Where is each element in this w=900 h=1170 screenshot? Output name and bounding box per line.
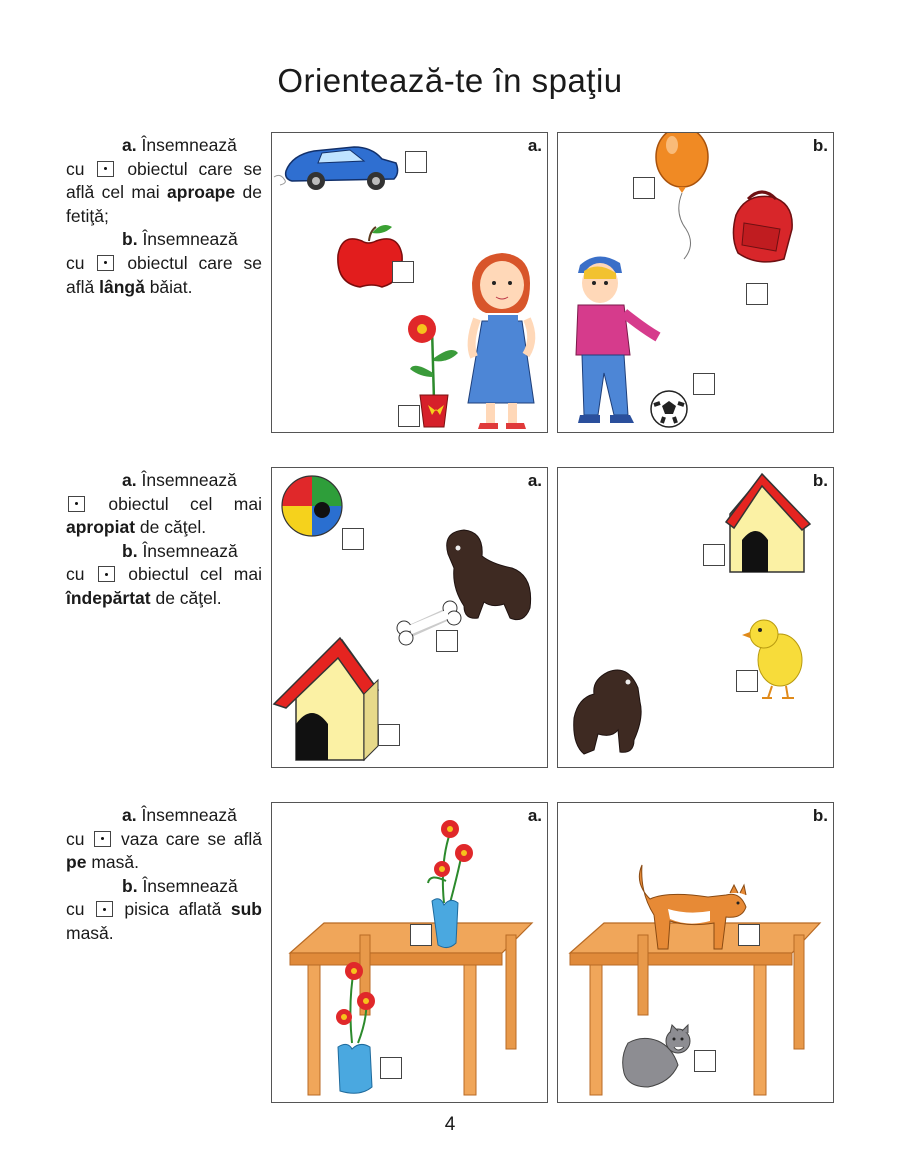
instruction-block-1: a. Însemnează cu obiectul care se aflǎ cel mai aproape de fetiţǎ; b. Însemnează cu obiectul care se aflǎ lângǎ bǎiat. — [66, 135, 262, 297]
panel-label: a. — [527, 806, 542, 825]
backpack-icon — [733, 192, 792, 262]
panel-label: a. — [527, 471, 542, 490]
dog-icon — [574, 670, 641, 754]
answer-box-ball[interactable] — [693, 373, 715, 395]
instruction-3a: a. Însemnează — [122, 805, 237, 825]
boy-icon — [576, 256, 658, 423]
answer-box-backpack[interactable] — [746, 283, 768, 305]
answer-box-apple[interactable] — [392, 261, 414, 283]
answer-box-chick[interactable] — [736, 670, 758, 692]
girl-icon — [468, 253, 534, 429]
panel-3b — [557, 802, 834, 1103]
balloon-icon — [656, 133, 708, 259]
table-icon — [290, 923, 532, 1095]
instruction-block-3: a. Însemnează cu vaza care se aflǎ pe masǎ. b. Însemnează cu pisica aflatǎ sub masǎ. — [66, 805, 262, 943]
answer-box-cat-on-table[interactable] — [738, 924, 760, 946]
panel-2b — [557, 467, 834, 768]
page-number: 4 — [444, 1114, 456, 1135]
panel-1b — [557, 132, 834, 433]
panel-label: a. — [527, 136, 542, 155]
answer-box-doghouse[interactable] — [703, 544, 725, 566]
panel-label: b. — [812, 136, 828, 155]
answer-box-vase-under-table[interactable] — [380, 1057, 402, 1079]
instruction-1b: b. Însemnează — [122, 229, 238, 250]
soccer-ball-icon — [651, 391, 687, 427]
panel-label: b. — [812, 806, 828, 825]
answer-box-car[interactable] — [405, 151, 427, 173]
instruction-1a: a. Însemnează — [122, 135, 237, 155]
dotted-square-icon — [97, 255, 114, 271]
dotted-square-icon — [68, 496, 85, 512]
answer-box-cat-under-table[interactable] — [694, 1050, 716, 1072]
panel-3a — [271, 802, 548, 1103]
doghouse-icon — [274, 638, 378, 760]
page-title: Orientează-te în spaţiu — [277, 62, 623, 99]
answer-box-vase-on-table[interactable] — [410, 924, 432, 946]
panel-1a — [271, 132, 548, 433]
instruction-2a: a. Însemnează — [122, 470, 237, 490]
panel-label: b. — [812, 471, 828, 490]
panel-2a — [271, 467, 548, 768]
instruction-block-2: a. Însemnează obiectul cel mai apropiat de căţel. b. Însemnează cu obiectul cel mai îndepărtat de căţel. — [66, 470, 262, 608]
dog-icon — [447, 530, 531, 620]
dotted-square-icon — [96, 901, 113, 917]
cat-icon — [623, 1025, 690, 1087]
answer-box-balloon[interactable] — [633, 177, 655, 199]
answer-box-flower[interactable] — [398, 405, 420, 427]
answer-box-bone[interactable] — [436, 630, 458, 652]
answer-box-beach-ball[interactable] — [342, 528, 364, 550]
dotted-square-icon — [94, 831, 111, 847]
instruction-3b: b. Însemnează — [122, 875, 238, 896]
instruction-2b: b. Însemnează — [122, 540, 238, 561]
dotted-square-icon — [98, 566, 115, 582]
car-icon — [274, 147, 398, 190]
dotted-square-icon — [97, 161, 114, 177]
beach-ball-icon — [282, 476, 342, 536]
answer-box-doghouse[interactable] — [378, 724, 400, 746]
doghouse-icon — [726, 474, 810, 572]
